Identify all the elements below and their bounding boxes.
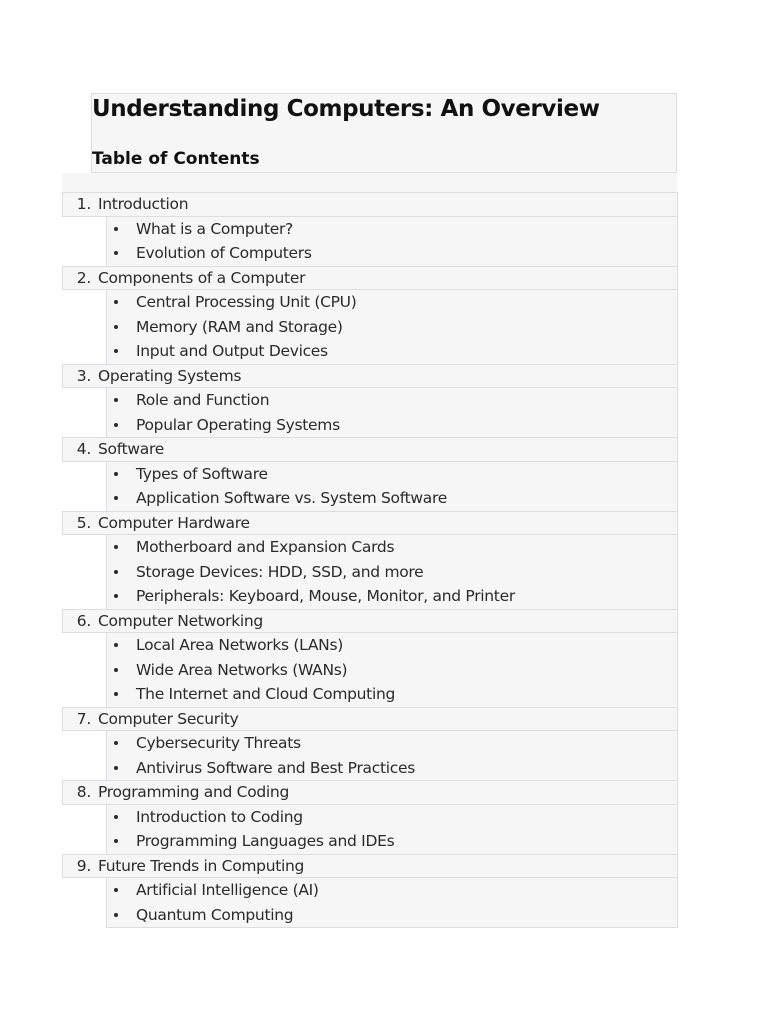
bullet-icon — [114, 815, 118, 819]
toc-subsection-label: Programming Languages and IDEs — [136, 832, 395, 851]
bullet-icon — [114, 472, 118, 476]
toc-subsection-label: Peripherals: Keyboard, Mouse, Monitor, and Printer — [136, 587, 515, 606]
bullet-icon — [114, 839, 118, 843]
toc-subsection-item — [107, 756, 677, 781]
toc-subsection-label: Memory (RAM and Storage) — [136, 317, 343, 336]
bullet-icon — [114, 766, 118, 770]
bullet-icon — [114, 349, 118, 353]
toc-section-row — [62, 511, 678, 536]
toc-subsection-list — [106, 632, 678, 708]
toc-subsection-list — [106, 387, 678, 438]
toc-subsection-label: Quantum Computing — [136, 905, 294, 924]
toc-subsection-list — [106, 730, 678, 781]
toc-section-number: 4. — [76, 440, 91, 459]
toc-subsection-label: Motherboard and Expansion Cards — [136, 538, 395, 557]
toc-section-row — [62, 437, 678, 462]
bullet-icon — [114, 423, 118, 427]
bullet-icon — [114, 741, 118, 745]
toc-subsection-label: Evolution of Computers — [136, 244, 312, 263]
bullet-icon — [114, 398, 118, 402]
toc-subsection-label: Introduction to Coding — [136, 807, 303, 826]
bullet-icon — [114, 643, 118, 647]
toc-heading: Table of Contents — [92, 149, 260, 169]
toc-subsection-label: Cybersecurity Threats — [136, 734, 301, 753]
bullet-icon — [114, 570, 118, 574]
toc-section-label: Future Trends in Computing — [98, 856, 305, 875]
toc-section-row — [62, 780, 678, 805]
toc-section-label: Computer Hardware — [98, 513, 250, 532]
toc-subsection-item — [107, 903, 677, 928]
toc-subsection-list — [106, 804, 678, 855]
toc-section-number: 6. — [76, 611, 91, 630]
bullet-icon — [114, 325, 118, 329]
toc-subsection-label: Local Area Networks (LANs) — [136, 636, 343, 655]
toc-section-row — [62, 707, 678, 732]
toc-subsection-label: Antivirus Software and Best Practices — [136, 758, 415, 777]
toc-subsection-label: Types of Software — [136, 464, 268, 483]
toc-subsection-item — [107, 584, 677, 609]
toc-subsection-item — [107, 658, 677, 683]
document-header — [91, 93, 677, 173]
bullet-icon — [114, 251, 118, 255]
bullet-icon — [114, 668, 118, 672]
toc-subsection-label: Central Processing Unit (CPU) — [136, 293, 357, 312]
toc-subsection-item — [107, 462, 677, 487]
toc-section-number: 9. — [76, 856, 91, 875]
toc-section-label: Programming and Coding — [98, 783, 289, 802]
toc-section-row — [62, 364, 678, 389]
toc-section-label: Operating Systems — [98, 366, 242, 385]
bullet-icon — [114, 496, 118, 500]
bullet-icon — [114, 692, 118, 696]
toc-subsection-label: Artificial Intelligence (AI) — [136, 881, 319, 900]
bullet-icon — [114, 913, 118, 917]
bullet-icon — [114, 888, 118, 892]
toc-subsection-item — [107, 682, 677, 707]
toc-subsection-item — [107, 633, 677, 658]
toc-subsection-item — [107, 829, 677, 854]
toc-section-row — [62, 854, 678, 879]
toc-subsection-list — [106, 216, 678, 267]
toc-subsection-item — [107, 805, 677, 830]
toc-subsection-label: Popular Operating Systems — [136, 415, 340, 434]
toc-subsection-item — [107, 413, 677, 438]
bullet-icon — [114, 227, 118, 231]
toc-section-label: Software — [98, 440, 164, 459]
toc-subsection-label: Role and Function — [136, 391, 270, 410]
bullet-icon — [114, 300, 118, 304]
toc-subsection-item — [107, 486, 677, 511]
toc-section-number: 5. — [76, 513, 91, 532]
toc-subsection-item — [107, 290, 677, 315]
toc-subsection-list — [106, 461, 678, 512]
toc-subsection-label: Application Software vs. System Software — [136, 489, 447, 508]
toc-subsection-item — [107, 560, 677, 585]
toc-subsection-label: Input and Output Devices — [136, 342, 328, 361]
toc-subsection-list — [106, 289, 678, 365]
toc-section-row — [62, 266, 678, 291]
toc-spacer — [62, 173, 677, 192]
toc-subsection-item — [107, 388, 677, 413]
toc-section-number: 2. — [76, 268, 91, 287]
toc-subsection-item — [107, 535, 677, 560]
toc-subsection-label: The Internet and Cloud Computing — [136, 685, 396, 704]
toc-section-number: 7. — [76, 709, 91, 728]
toc-subsection-item — [107, 339, 677, 364]
toc-section-row — [62, 609, 678, 634]
toc-subsection-item — [107, 315, 677, 340]
toc-section-number: 3. — [76, 366, 91, 385]
document-title: Understanding Computers: An Overview — [92, 96, 600, 122]
toc-subsection-item — [107, 731, 677, 756]
toc-subsection-item — [107, 878, 677, 903]
toc-subsection-label: Storage Devices: HDD, SSD, and more — [136, 562, 424, 581]
toc-section-label: Computer Networking — [98, 611, 263, 630]
toc-subsection-item — [107, 241, 677, 266]
bullet-icon — [114, 594, 118, 598]
toc-section-label: Computer Security — [98, 709, 239, 728]
table-of-contents — [62, 192, 678, 928]
toc-section-row — [62, 192, 678, 217]
toc-section-label: Introduction — [98, 195, 189, 214]
toc-subsection-list — [106, 877, 678, 928]
toc-section-number: 8. — [76, 783, 91, 802]
toc-subsection-label: What is a Computer? — [136, 219, 293, 238]
toc-subsection-list — [106, 534, 678, 610]
bullet-icon — [114, 545, 118, 549]
toc-section-label: Components of a Computer — [98, 268, 306, 287]
toc-subsection-label: Wide Area Networks (WANs) — [136, 660, 348, 679]
toc-subsection-item — [107, 217, 677, 242]
toc-section-number: 1. — [76, 195, 91, 214]
